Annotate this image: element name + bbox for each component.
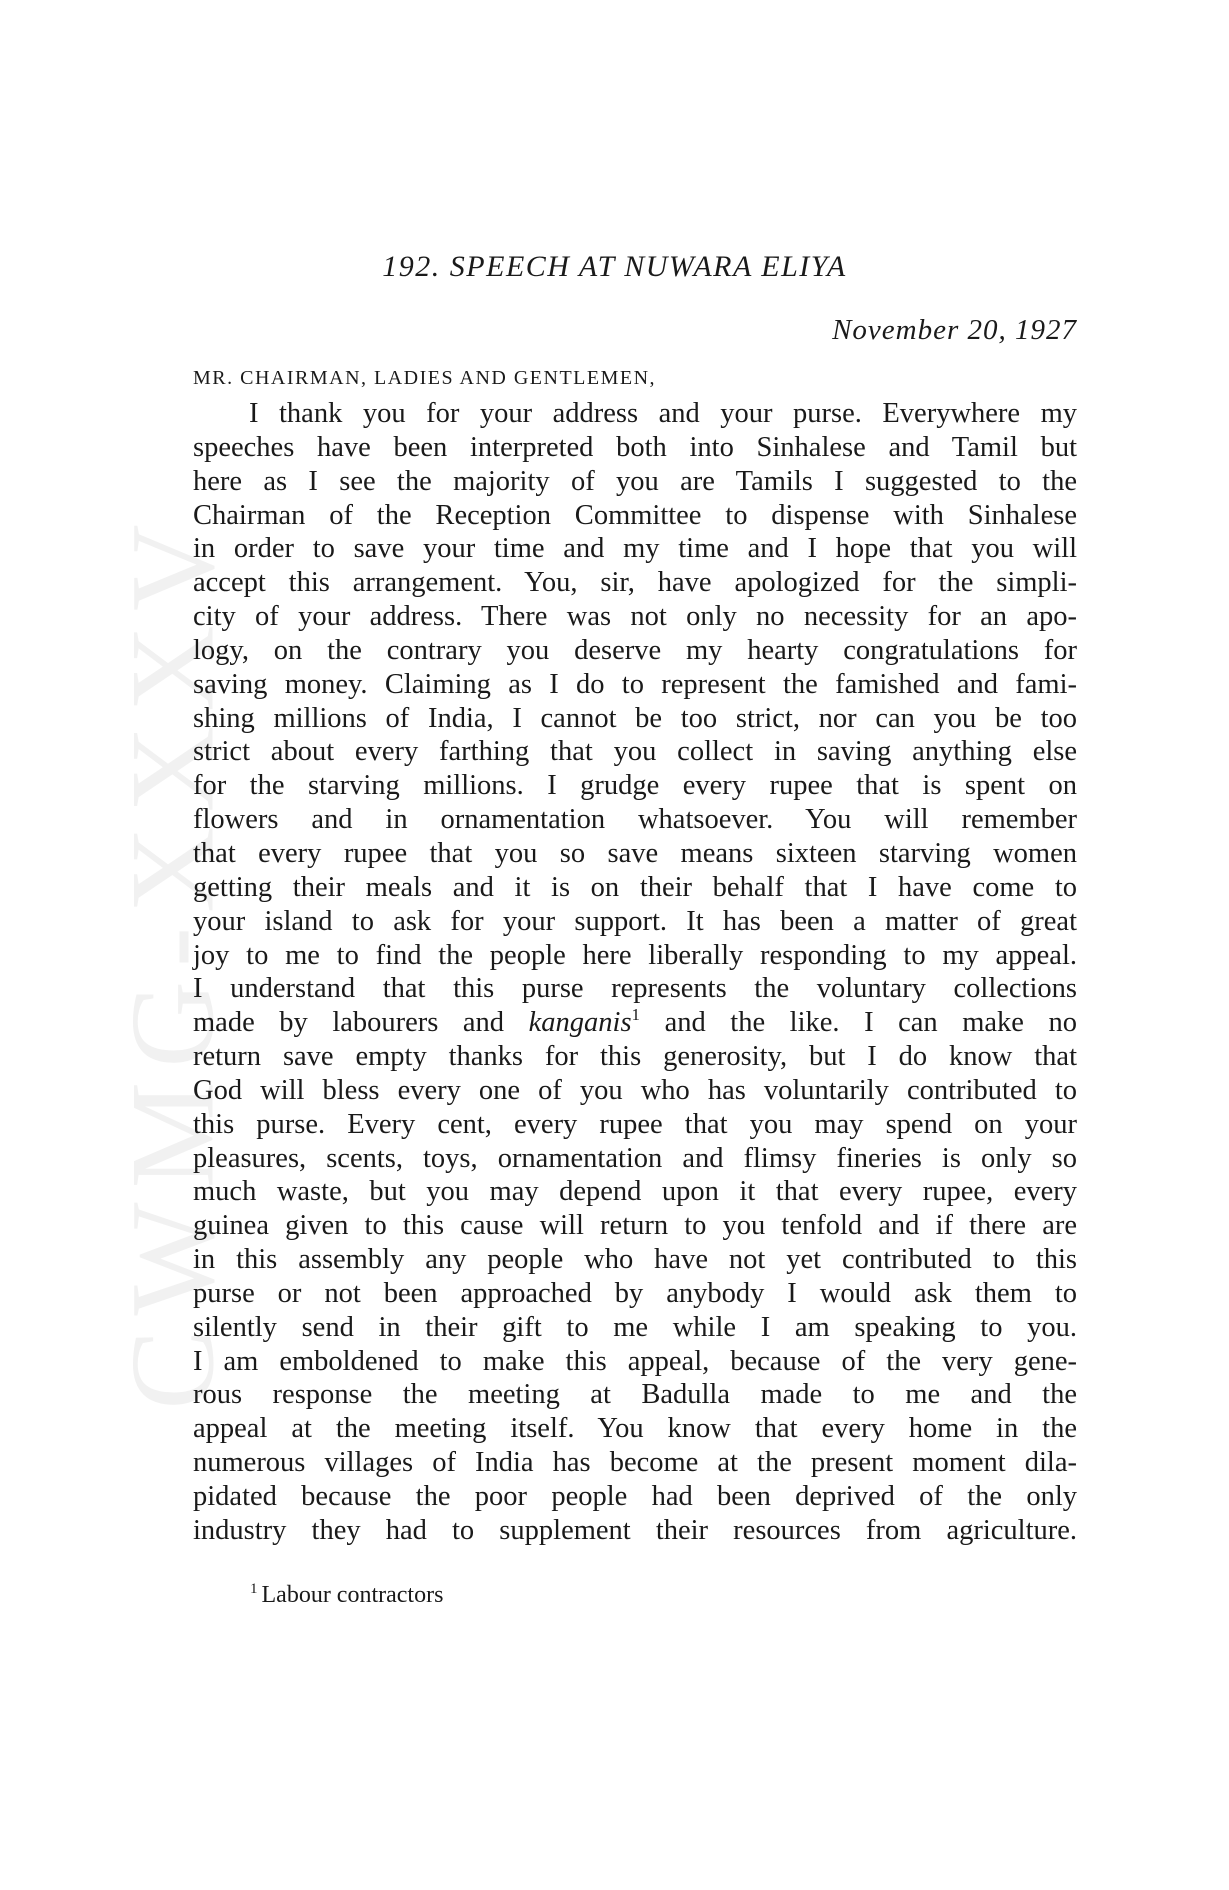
footnote-number: 1 <box>250 1581 258 1597</box>
speech-title: 192. SPEECH AT NUWARA ELIYA <box>382 250 847 283</box>
text-line: your island to ask for your support. It has been a matter of great <box>193 905 1077 937</box>
text-line: strict about every farthing that you collect in saving anything else <box>193 736 1077 768</box>
line-segment: made by labourers and <box>193 1007 529 1039</box>
text-line: I thank you for your address and your purse. Everywhere my <box>249 398 1077 429</box>
text-line: I am emboldened to make this appeal, because of the very gene- <box>193 1345 1077 1377</box>
text-line: God will bless every one of you who has voluntarily contributed to <box>193 1074 1077 1106</box>
text-line: here as I see the majority of you are Tamils I suggested to the <box>193 465 1077 497</box>
salutation: MR. CHAIRMAN, LADIES AND GENTLEMEN, <box>193 367 657 389</box>
line-segment: and the like. I can make no <box>640 1007 1077 1039</box>
text-line: shing millions of India, I cannot be too strict, nor can you be too <box>193 702 1077 734</box>
text-line: logy, on the contrary you deserve my hearty congratulations for <box>193 634 1077 666</box>
text-line: pidated because the poor people had been deprived of the only <box>193 1481 1077 1512</box>
text-line: silently send in their gift to me while I am speaking to you. <box>193 1311 1077 1343</box>
text-line: accept this arrangement. You, sir, have apologized for the simpli- <box>193 567 1077 599</box>
text-line: appeal at the meeting itself. You know that every home in the <box>193 1413 1077 1445</box>
text-line-with-footnote <box>193 1006 1077 1040</box>
text-line: guinea given to this cause will return to you tenfold and if there are <box>193 1210 1077 1242</box>
text-line: this purse. Every cent, every rupee that you may spend on your <box>193 1108 1077 1140</box>
text-line: numerous villages of India has become at the present moment dila- <box>193 1447 1077 1479</box>
text-line: I understand that this purse represents the voluntary collections <box>193 973 1077 1005</box>
text-line: much waste, but you may depend upon it that every rupee, every <box>193 1176 1077 1208</box>
text-line: getting their meals and it is on their behalf that I have come to <box>193 871 1077 903</box>
text-line: speeches have been interpreted both into Sinhalese and Tamil but <box>193 431 1077 463</box>
speech-body <box>193 397 1077 1548</box>
footnote-text: Labour contractors <box>261 1582 444 1608</box>
text-line: Chairman of the Reception Committee to dispense with Sinhalese <box>193 499 1077 531</box>
text-line: purse or not been approached by anybody I would ask them to <box>193 1277 1077 1309</box>
text-line: return save empty thanks for this generosity, but I do know that <box>193 1041 1077 1073</box>
text-line: pleasures, scents, toys, ornamentation and flimsy fineries is only so <box>193 1142 1077 1174</box>
text-line: joy to me to find the people here liberally responding to my appeal. <box>193 939 1077 971</box>
term-kanganis: kanganis <box>528 1007 632 1039</box>
footnote <box>250 1582 443 1609</box>
watermark-text: CWMG-XXXV <box>106 510 240 1410</box>
text-line: in this assembly any people who have not yet contributed to this <box>193 1244 1077 1276</box>
text-line: flowers and in ornamentation whatsoever. You will remember <box>193 804 1077 836</box>
text-line: city of your address. There was not only no necessity for an apo- <box>193 601 1077 633</box>
text-line: for the starving millions. I grudge every rupee that is spent on <box>193 770 1077 802</box>
text-line: in order to save your time and my time and I hope that you will <box>193 533 1077 565</box>
text-line: rous response the meeting at Badulla made to me and the <box>193 1379 1077 1411</box>
footnote-reference: 1 <box>631 1005 641 1025</box>
text-line: industry they had to supplement their resources from agriculture. <box>193 1514 1077 1546</box>
speech-date: November 20, 1927 <box>832 314 1077 346</box>
text-line: that every rupee that you so save means sixteen starving women <box>193 837 1077 869</box>
text-line: saving money. Claiming as I do to represent the famished and fami- <box>193 668 1077 700</box>
